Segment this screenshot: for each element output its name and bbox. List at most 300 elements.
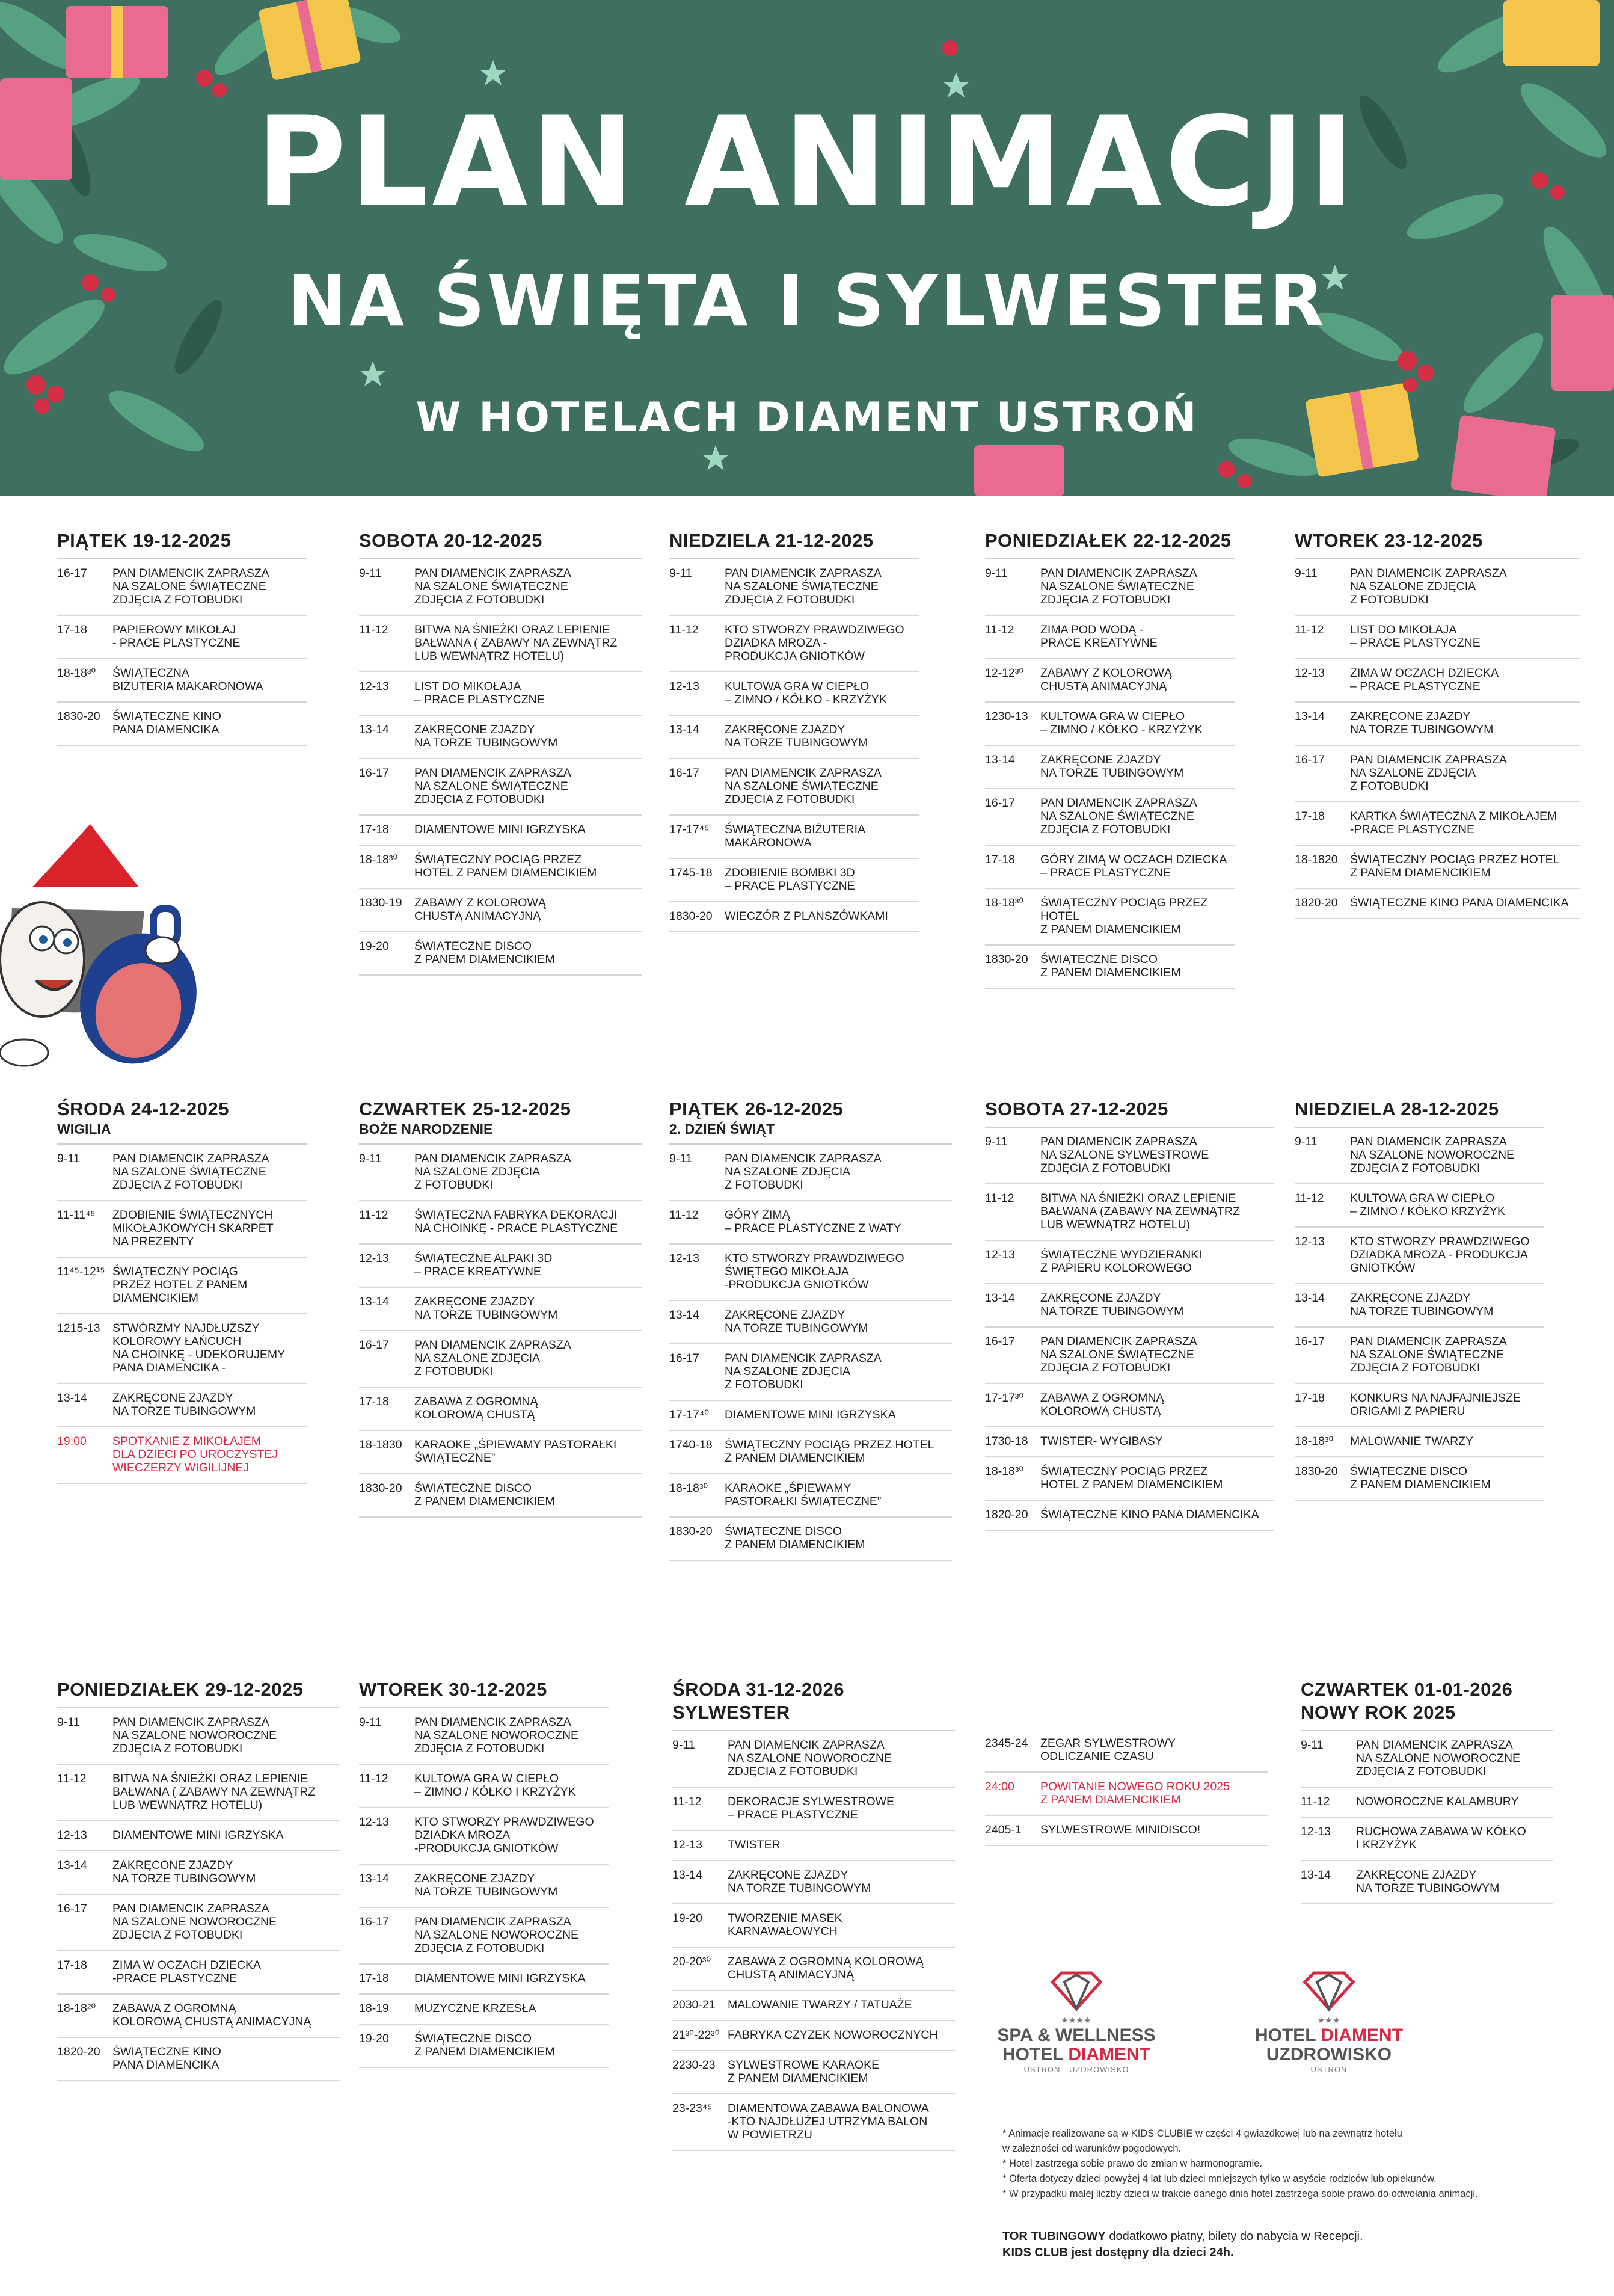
day-column <box>1301 1678 1553 1904</box>
activity-row <box>1295 703 1580 746</box>
activity-row <box>57 1765 340 1821</box>
activity-text: ŚWIĄTECZNA FABRYKA DEKORACJI NA CHOINKĘ - PRACE PLASTYCZNE <box>414 1208 618 1235</box>
activity-row <box>359 932 642 976</box>
activity-row <box>57 1821 340 1851</box>
logo-stars: ★★★★ <box>1061 2016 1092 2025</box>
activity-text: PAN DIAMENCIK ZAPRASZA NA SZALONE ŚWIĄTECZNE ZDJĘCIA Z FOTOBUDKI <box>725 766 882 806</box>
activity-text: GÓRY ZIMĄ – PRACE PLASTYCZNE Z WATY <box>725 1208 901 1235</box>
activity-time: 16-17 <box>1295 1335 1325 1348</box>
activity-text: ZABAWY Z KOLOROWĄ CHUSTĄ ANIMACYJNĄ <box>414 896 546 923</box>
activity-time: 12-13 <box>1295 1235 1325 1248</box>
activity-time: 9-11 <box>57 1716 80 1729</box>
activity-text: PAN DIAMENCIK ZAPRASZA NA SZALONE ŚWIĄTECZNE ZDJĘCIA Z FOTOBUDKI <box>414 766 571 806</box>
activity-time: 13-14 <box>359 1295 389 1308</box>
activity-row <box>57 1201 307 1258</box>
activity-text: ŚWIĄTECZNY POCIĄG PRZEZ HOTEL Z PANEM DIAMENCIKIEM <box>1040 896 1208 936</box>
activity-row <box>1295 746 1580 802</box>
activity-time: 18-18³⁰ <box>985 1465 1024 1478</box>
activity-time: 13-14 <box>985 753 1015 766</box>
activity-text: DIAMENTOWA ZABAWA BALONOWA -KTO NAJDŁUŻEJ UTRZYMA BALON W POWIETRZU <box>728 2102 929 2141</box>
activity-row <box>359 1908 609 1965</box>
activity-text: BITWA NA ŚNIEŻKI ORAZ LEPIENIE BAŁWANA ( ZABAWY NA ZEWNĄTRZ LUB WEWNĄTRZ HOTELU) <box>414 623 618 663</box>
activity-text: PAN DIAMENCIK ZAPRASZA NA SZALONE ŚWIĄTECZNE ZDJĘCIA Z FOTOBUDKI <box>414 567 571 606</box>
activity-row <box>669 759 919 816</box>
activity-text: ŚWIĄTECZNE KINO PANA DIAMENCIKA <box>1040 1508 1259 1521</box>
activity-row <box>57 616 307 659</box>
activity-time: 1230-13 <box>985 710 1028 723</box>
kids-club-info: KIDS CLUB jest dostępny dla dzieci 24h. <box>1002 2246 1234 2259</box>
logo-spa-wellness <box>986 1970 1167 2075</box>
activity-row <box>57 1995 340 2038</box>
activity-time: 18-18³⁰ <box>669 1482 708 1495</box>
day-column <box>669 1098 952 1561</box>
activity-time: 9-11 <box>57 1152 80 1165</box>
activity-row <box>669 859 919 902</box>
day-column <box>985 1729 1268 1846</box>
activity-text: ŚWIĄTECZNA BIŻUTERIA MAKARONOWA <box>112 666 263 693</box>
activity-text: PAN DIAMENCIK ZAPRASZA NA SZALONE NOWOROCZNE ZDJĘCIA Z FOTOBUDKI <box>414 1915 579 1955</box>
activity-time: 12-13 <box>359 1252 389 1265</box>
activity-row <box>359 559 642 616</box>
activity-time: 16-17 <box>985 796 1015 810</box>
activity-time: 17-18 <box>57 623 87 636</box>
activity-time: 17-17³⁰ <box>985 1391 1024 1405</box>
activity-text: ŚWIĄTECZNE DISCO Z PANEM DIAMENCIKIEM <box>1350 1465 1491 1491</box>
activity-text: ZABAWA Z OGROMNĄ KOLOROWĄ CHUSTĄ ANIMACYJNĄ <box>112 2002 311 2028</box>
activity-row <box>1295 1184 1544 1228</box>
activity-time: 23-23⁴⁵ <box>672 2102 713 2115</box>
activity-row <box>359 1388 642 1431</box>
activity-row <box>359 1708 609 1765</box>
activity-text: LIST DO MIKOŁAJA – PRACE PLASTYCZNE <box>414 680 545 706</box>
tubing-label: TOR TUBINGOWY <box>1002 2230 1106 2243</box>
activity-time: 13-14 <box>1301 1868 1331 1882</box>
activity-time: 13-14 <box>672 1868 702 1882</box>
activity-time: 18-18³⁰ <box>359 853 398 866</box>
logo-line <box>1239 2026 1419 2045</box>
activity-time: 18-18³⁰ <box>985 896 1024 909</box>
activity-time: 9-11 <box>359 567 382 580</box>
activity-text: NOWOROCZNE KALAMBURY <box>1356 1795 1519 1808</box>
activity-text: PAN DIAMENCIK ZAPRASZA NA SZALONE ZDJĘCIA Z FOTOBUDKI <box>725 1152 882 1192</box>
activity-text: PAN DIAMENCIK ZAPRASZA NA SZALONE ŚWIĄTECZNE ZDJĘCIA Z FOTOBUDKI <box>725 567 882 606</box>
activity-row <box>669 716 919 759</box>
activity-time: 11-12 <box>359 1208 388 1222</box>
activity-row <box>669 1344 952 1401</box>
activity-text: ZABAWY Z KOLOROWĄ CHUSTĄ ANIMACYJNĄ <box>1040 666 1172 693</box>
activity-row <box>985 889 1235 946</box>
activity-row <box>57 1708 340 1765</box>
activity-row <box>359 1765 609 1808</box>
logo-text: HOTEL <box>1002 2045 1069 2064</box>
activity-text: ZAKRĘCONE ZJAZDY NA TORZE TUBINGOWYM <box>1350 710 1494 736</box>
activity-time: 13-14 <box>57 1859 87 1872</box>
activity-text: ŚWIĄTECZNE WYDZIERANKI Z PAPIERU KOLOROWEGO <box>1040 1248 1202 1275</box>
activity-row <box>1301 1818 1553 1861</box>
day-column <box>985 529 1235 989</box>
day-column <box>669 529 919 932</box>
activity-time: 18-18²⁰ <box>57 2002 96 2015</box>
activity-row <box>57 2038 340 2081</box>
activity-text: MALOWANIE TWARZY / TATUAŻE <box>728 1998 912 2011</box>
activity-text: FABRYKA CZYZEK NOWOROCZNYCH <box>728 2028 938 2042</box>
day-title: PIĄTEK 19-12-2025 <box>57 530 232 551</box>
activity-text: ZAKRĘCONE ZJAZDY NA TORZE TUBINGOWYM <box>728 1868 871 1895</box>
activity-row <box>669 1518 952 1561</box>
activity-row <box>672 1948 955 1991</box>
activity-text: DIAMENTOWE MINI IGRZYSKA <box>414 823 586 836</box>
activity-row <box>672 1991 955 2021</box>
activity-text: ZAKRĘCONE ZJAZDY NA TORZE TUBINGOWYM <box>1350 1291 1494 1318</box>
activity-time: 11-12 <box>359 623 388 636</box>
activity-text: PAN DIAMENCIK ZAPRASZA NA SZALONE SYLWESTROWE ZDJĘCIA Z FOTOBUDKI <box>1040 1135 1209 1175</box>
day-subtitle: SYLWESTER <box>672 1702 790 1723</box>
activity-time: 1820-20 <box>985 1508 1028 1521</box>
diamond-icon <box>1302 1970 1356 2012</box>
hotel-logos <box>986 1970 1527 2084</box>
activity-row <box>985 1773 1268 1816</box>
activity-time: 16-17 <box>669 1352 699 1365</box>
diamond-icon <box>1049 1970 1103 2012</box>
activity-text: PAN DIAMENCIK ZAPRASZA NA SZALONE ŚWIĄTECZNE ZDJĘCIA Z FOTOBUDKI <box>112 1152 269 1192</box>
activity-text: ZIMA W OCZACH DZIECKA – PRACE PLASTYCZNE <box>1350 666 1499 693</box>
logo-line: UZDROWISKO <box>1266 2045 1392 2064</box>
activity-time: 1830-20 <box>1295 1465 1338 1478</box>
activity-text: PAN DIAMENCIK ZAPRASZA NA SZALONE ŚWIĄTECZNE ZDJĘCIA Z FOTOBUDKI <box>1040 796 1197 836</box>
activity-text: TWISTER <box>728 1838 781 1851</box>
activity-text: ŚWIĄTECZNA BIŻUTERIA MAKARONOWA <box>725 823 866 849</box>
activity-time: 11-12 <box>669 1208 699 1222</box>
activity-time: 17-18 <box>359 823 389 836</box>
day-title: NIEDZIELA 21-12-2025 <box>669 530 874 551</box>
activity-row <box>57 1384 307 1427</box>
activity-text: ŚWIĄTECZNE DISCO Z PANEM DIAMENCIKIEM <box>725 1525 865 1551</box>
activity-list <box>1301 1731 1553 1904</box>
activity-text: BITWA NA ŚNIEŻKI ORAZ LEPIENIE BAŁWANA ( ZABAWY NA ZEWNĄTRZ LUB WEWNĄTRZ HOTELU) <box>112 1772 316 1812</box>
activity-row <box>985 703 1235 746</box>
activity-time: 13-14 <box>1295 710 1325 723</box>
activity-row <box>359 1474 642 1518</box>
activity-time: 1830-20 <box>669 1525 713 1538</box>
activity-time: 18-1830 <box>359 1438 402 1451</box>
activity-list <box>672 1731 955 2151</box>
day-subtitle: WIGILIA <box>57 1121 111 1137</box>
day-title: CZWARTEK 01-01-2026 <box>1301 1679 1513 1700</box>
activity-row <box>1295 802 1580 846</box>
activity-row <box>985 559 1235 616</box>
activity-row <box>359 1201 642 1245</box>
activity-list <box>359 1145 642 1518</box>
activity-row <box>57 559 307 616</box>
activity-time: 11-12 <box>57 1772 87 1785</box>
tubing-text: dodatkowo płatny, bilety do nabycia w Recepcji. <box>1105 2230 1363 2243</box>
activity-text: ZDOBIENIE BOMBKI 3D – PRACE PLASTYCZNE <box>725 866 855 893</box>
activity-time: 2030-21 <box>672 1998 716 2011</box>
activity-time: 11-12 <box>359 1772 388 1785</box>
activity-text: ŚWIĄTECZNY POCIĄG PRZEZ HOTEL Z PANEM DIAMENCIKIEM <box>112 1265 248 1305</box>
activity-text: KULTOWA GRA W CIEPŁO – ZIMNO / KÓŁKO KRZYŻYK <box>1350 1192 1505 1218</box>
activity-list <box>57 1145 307 1484</box>
activity-time: 16-17 <box>359 1915 389 1928</box>
activity-text: KARAOKE „ŚPIEWAMY PASTORAŁKI ŚWIĄTECZNE” <box>725 1482 882 1508</box>
activity-text: ZAKRĘCONE ZJAZDY NA TORZE TUBINGOWYM <box>1356 1868 1500 1895</box>
activity-row <box>985 946 1235 989</box>
activity-row <box>669 1301 952 1344</box>
activity-time: 9-11 <box>985 1135 1008 1148</box>
activity-text: PAN DIAMENCIK ZAPRASZA NA SZALONE ZDJĘCIA Z FOTOBUDKI <box>1350 753 1507 793</box>
activity-text: PAN DIAMENCIK ZAPRASZA NA SZALONE ZDJĘCIA Z FOTOBUDKI <box>414 1152 571 1192</box>
activity-text: PAN DIAMENCIK ZAPRASZA NA SZALONE ŚWIĄTECZNE ZDJĘCIA Z FOTOBUDKI <box>112 567 269 606</box>
activity-text: KONKURS NA NAJFAJNIEJSZE ORIGAMI Z PAPIERU <box>1350 1391 1521 1418</box>
activity-time: 12-12³⁰ <box>985 666 1024 680</box>
activity-text: ZABAWA Z OGROMNĄ KOLOROWĄ CHUSTĄ ANIMACYJNĄ <box>728 1955 924 1981</box>
activity-row <box>669 1474 952 1518</box>
activity-time: 18-19 <box>359 2002 389 2015</box>
activity-time: 13-14 <box>359 723 389 736</box>
activity-time: 13-14 <box>669 723 699 736</box>
day-column <box>57 1098 307 1484</box>
activity-time: 19:00 <box>57 1435 87 1448</box>
activity-text: PAN DIAMENCIK ZAPRASZA NA SZALONE NOWOROCZNE ZDJĘCIA Z FOTOBUDKI <box>112 1716 277 1755</box>
day-subtitle: 2. DZIEŃ ŚWIĄT <box>669 1121 775 1137</box>
activity-text: RUCHOWA ZABAWA W KÓŁKO I KRZYŻYK <box>1356 1825 1526 1851</box>
activity-time: 11-12 <box>1301 1795 1330 1808</box>
activity-text: ZABAWA Z OGROMNĄ KOLOROWĄ CHUSTĄ <box>1040 1391 1164 1418</box>
activity-row <box>359 1965 609 1995</box>
activity-row <box>1295 659 1580 703</box>
activity-time: 1820-20 <box>57 2045 100 2058</box>
activity-row <box>359 616 642 672</box>
activity-text: BITWA NA ŚNIEŻKI ORAZ LEPIENIE BAŁWANA (ZABAWY NA ZEWNĄTRZ LUB WEWNĄTRZ HOTELU) <box>1040 1192 1240 1231</box>
activity-time: 16-17 <box>57 567 87 580</box>
activity-text: SYLWESTROWE KARAOKE Z PANEM DIAMENCIKIEM <box>728 2058 880 2085</box>
activity-row <box>1301 1861 1553 1904</box>
footnotes <box>1002 2126 1598 2202</box>
activity-time: 12-13 <box>359 1815 389 1829</box>
activity-row <box>669 559 919 616</box>
activity-text: ŚWIĄTECZNE DISCO Z PANEM DIAMENCIKIEM <box>414 1482 555 1508</box>
activity-text: ZIMA POD WODĄ - PRACE KREATYWNE <box>1040 623 1158 650</box>
day-title: NIEDZIELA 28-12-2025 <box>1295 1098 1499 1119</box>
day-column <box>1295 529 1580 919</box>
footnote: * Animacje realizowane są w KIDS CLUBIE w części 4 gwiazdkowej lub na zewnątrz hotelu w zależności od warunków pogodowych. <box>1002 2128 1402 2154</box>
activity-row <box>359 716 642 759</box>
activity-row <box>1301 1788 1553 1818</box>
activity-row <box>985 1241 1274 1284</box>
activity-row <box>359 1808 609 1865</box>
day-title: CZWARTEK 25-12-2025 <box>359 1098 571 1119</box>
activity-time: 11-12 <box>1295 1192 1324 1205</box>
logo-line: SPA & WELLNESS <box>997 2025 1156 2045</box>
activity-row <box>672 1831 955 1861</box>
activity-text: PAN DIAMENCIK ZAPRASZA NA SZALONE NOWOROCZNE ZDJĘCIA Z FOTOBUDKI <box>728 1738 892 1778</box>
activity-row <box>985 789 1235 846</box>
activity-row <box>985 846 1235 889</box>
activity-time: 2230-23 <box>672 2058 716 2072</box>
activity-row <box>669 1245 952 1301</box>
activity-text: ŚWIĄTECZNE KINO PANA DIAMENCIKA <box>112 710 221 736</box>
activity-time: 19-20 <box>359 2032 389 2045</box>
activity-row <box>57 1314 307 1384</box>
day-title: WTOREK 30-12-2025 <box>359 1679 547 1700</box>
activity-text: KARAOKE „ŚPIEWAMY PASTORAŁKI ŚWIĄTECZNE” <box>414 1438 617 1465</box>
page-title: PLAN ANIMACJI <box>256 91 1358 234</box>
activity-row <box>359 1145 642 1201</box>
activity-time: 17-17⁴⁰ <box>669 1408 710 1421</box>
activity-time: 12-13 <box>669 1252 699 1265</box>
activity-text: PAN DIAMENCIK ZAPRASZA NA SZALONE ZDJĘCIA Z FOTOBUDKI <box>1350 567 1507 606</box>
activity-text: ZEGAR SYLWESTROWY ODLICZANIE CZASU <box>1040 1737 1176 1763</box>
activity-time: 9-11 <box>669 567 692 580</box>
activity-row <box>672 1904 955 1948</box>
activity-text: DIAMENTOWE MINI IGRZYSKA <box>112 1829 284 1842</box>
activity-time: 16-17 <box>669 766 699 780</box>
activity-text: TWORZENIE MASEK KARNAWAŁOWYCH <box>728 1912 842 1938</box>
activity-row <box>985 1128 1274 1184</box>
day-column <box>359 529 642 976</box>
activity-row <box>1295 616 1580 659</box>
activity-row <box>359 672 642 716</box>
activity-row <box>672 2051 955 2094</box>
activity-text: ŚWIĄTECZNE KINO PANA DIAMENCIKA <box>1350 896 1569 909</box>
activity-text: ŚWIĄTECZNY POCIĄG PRZEZ HOTEL Z PANEM DIAMENCIKIEM <box>1040 1465 1223 1491</box>
activity-text: PAN DIAMENCIK ZAPRASZA NA SZALONE NOWOROCZNE ZDJĘCIA Z FOTOBUDKI <box>414 1716 579 1755</box>
activity-time: 1745-18 <box>669 866 713 879</box>
activity-list <box>985 559 1235 989</box>
activity-time: 12-13 <box>359 680 389 693</box>
activity-time: 17-18 <box>1295 810 1325 823</box>
activity-row <box>359 1288 642 1331</box>
activity-row <box>672 2021 955 2051</box>
activity-time: 12-13 <box>669 680 699 693</box>
activity-row <box>1295 1328 1544 1384</box>
activity-row <box>1301 1731 1553 1788</box>
activity-time: 24:00 <box>985 1780 1014 1793</box>
activity-time: 17-18 <box>359 1972 389 1985</box>
activity-row <box>359 1995 609 2025</box>
activity-list <box>669 1145 952 1561</box>
activity-time: 1740-18 <box>669 1438 713 1451</box>
activity-row <box>1295 1427 1544 1457</box>
activity-row <box>359 846 642 889</box>
activity-row <box>985 1816 1268 1846</box>
activity-time: 13-14 <box>985 1291 1015 1305</box>
activity-text: ZAKRĘCONE ZJAZDY NA TORZE TUBINGOWYM <box>112 1391 256 1418</box>
activity-time: 11-12 <box>672 1795 702 1808</box>
activity-row <box>985 616 1235 659</box>
activity-time: 9-11 <box>985 567 1008 580</box>
activity-list <box>1295 559 1580 919</box>
activity-text: ŚWIĄTECZNY POCIĄG PRZEZ HOTEL Z PANEM DIAMENCIKIEM <box>725 1438 934 1465</box>
activity-time: 11-12 <box>1295 623 1324 636</box>
activity-time: 13-14 <box>359 1872 389 1885</box>
activity-row <box>985 1501 1274 1531</box>
activity-time: 17-18 <box>1295 1391 1325 1405</box>
activity-row <box>985 1284 1274 1328</box>
activity-time: 1215-13 <box>57 1322 100 1335</box>
activity-time: 13-14 <box>57 1391 87 1405</box>
activity-row <box>669 816 919 859</box>
activity-text: ZAKRĘCONE ZJAZDY NA TORZE TUBINGOWYM <box>1040 753 1184 780</box>
day-title: PIĄTEK 26-12-2025 <box>669 1098 844 1119</box>
activity-row <box>359 759 642 816</box>
day-title: PONIEDZIAŁEK 29-12-2025 <box>57 1679 304 1700</box>
activity-time: 12-13 <box>1295 666 1325 680</box>
activity-row <box>57 1427 307 1484</box>
activity-time: 16-17 <box>57 1902 87 1915</box>
activity-row <box>1295 1384 1544 1427</box>
activity-time: 17-18 <box>985 853 1015 866</box>
activity-time: 17-17⁴⁵ <box>669 823 710 836</box>
activity-text: SPOTKANIE Z MIKOŁAJEM DLA DZIECI PO UROCZYSTEJ WIECZERZY WIGILIJNEJ <box>112 1435 278 1474</box>
activity-text: ŚWIĄTECZNE ALPAKI 3D – PRACE KREATYWNE <box>414 1252 553 1278</box>
day-subtitle: BOŻE NARODZENIE <box>359 1121 493 1137</box>
activity-row <box>1295 559 1580 616</box>
activity-time: 11-12 <box>985 623 1014 636</box>
activity-row <box>1295 1228 1544 1284</box>
activity-row <box>985 746 1235 789</box>
activity-row <box>57 1851 340 1895</box>
activity-text: MALOWANIE TWARZY <box>1350 1435 1474 1448</box>
activity-list <box>1295 1128 1544 1501</box>
activity-time: 11-12 <box>669 623 699 636</box>
activity-time: 12-13 <box>672 1838 702 1851</box>
activity-row <box>985 659 1235 703</box>
activity-row <box>672 1788 955 1831</box>
activity-row <box>985 1427 1274 1457</box>
activity-row <box>672 1861 955 1904</box>
activity-text: DIAMENTOWE MINI IGRZYSKA <box>725 1408 896 1421</box>
activity-row <box>359 1431 642 1474</box>
activity-text: KTO STWORZY PRAWDZIWEGO DZIADKA MROZA -PRODUKCJA GNIOTKÓW <box>414 1815 594 1855</box>
activity-row <box>359 1331 642 1388</box>
activity-text: DEKORACJE SYLWESTROWE – PRACE PLASTYCZNE <box>728 1795 895 1821</box>
activity-time: 1820-20 <box>1295 896 1338 909</box>
footnote: * Oferta dotyczy dzieci powyżej 4 lat lub dzieci mniejszych tylko w asyście rodziców lub opiekunów. <box>1002 2173 1437 2184</box>
day-title: SOBOTA 27-12-2025 <box>985 1098 1168 1119</box>
day-subtitle: NOWY ROK 2025 <box>1301 1702 1456 1723</box>
activity-row <box>672 1731 955 1788</box>
activity-time: 19-20 <box>672 1912 702 1925</box>
logo-text: HOTEL <box>1254 2025 1321 2045</box>
activity-text: GÓRY ZIMĄ W OCZACH DZIECKA – PRACE PLASTYCZNE <box>1040 853 1227 879</box>
logo-text: DIAMENT <box>1068 2045 1151 2064</box>
activity-text: PAN DIAMENCIK ZAPRASZA NA SZALONE ZDJĘCIA Z FOTOBUDKI <box>414 1338 571 1378</box>
activity-time: 20-20³⁰ <box>672 1955 711 1968</box>
activity-time: 16-17 <box>985 1335 1015 1348</box>
activity-time: 17-18 <box>57 1959 87 1972</box>
day-column <box>359 1098 642 1518</box>
page-subtitle: NA ŚWIĘTA I SYLWESTER <box>287 259 1327 342</box>
activity-text: ŚWIĄTECZNE DISCO Z PANEM DIAMENCIKIEM <box>414 940 555 966</box>
activity-row <box>985 1328 1274 1384</box>
activity-text: ZAKRĘCONE ZJAZDY NA TORZE TUBINGOWYM <box>1040 1291 1184 1318</box>
activity-row <box>672 2094 955 2151</box>
day-column <box>57 529 307 746</box>
day-column <box>985 1098 1274 1531</box>
activity-text: KARTKA ŚWIĄTECZNA Z MIKOŁAJEM -PRACE PLASTYCZNE <box>1350 810 1557 836</box>
activity-time: 9-11 <box>1301 1738 1324 1752</box>
footnote: * W przypadku małej liczby dzieci w trakcie danego dnia hotel zastrzega sobie prawo do odwołania animacji. <box>1002 2188 1478 2199</box>
activity-text: PAN DIAMENCIK ZAPRASZA NA SZALONE NOWOROCZNE ZDJĘCIA Z FOTOBUDKI <box>112 1902 277 1942</box>
day-title: ŚRODA 31-12-2026 <box>672 1679 844 1700</box>
activity-row <box>1295 889 1580 919</box>
activity-time: 16-17 <box>359 1338 389 1352</box>
activity-time: 11-11⁴⁵ <box>57 1208 96 1222</box>
activity-time: 18-18³⁰ <box>1295 1435 1334 1448</box>
activity-row <box>57 1951 340 1995</box>
activity-time: 12-13 <box>1301 1825 1331 1838</box>
